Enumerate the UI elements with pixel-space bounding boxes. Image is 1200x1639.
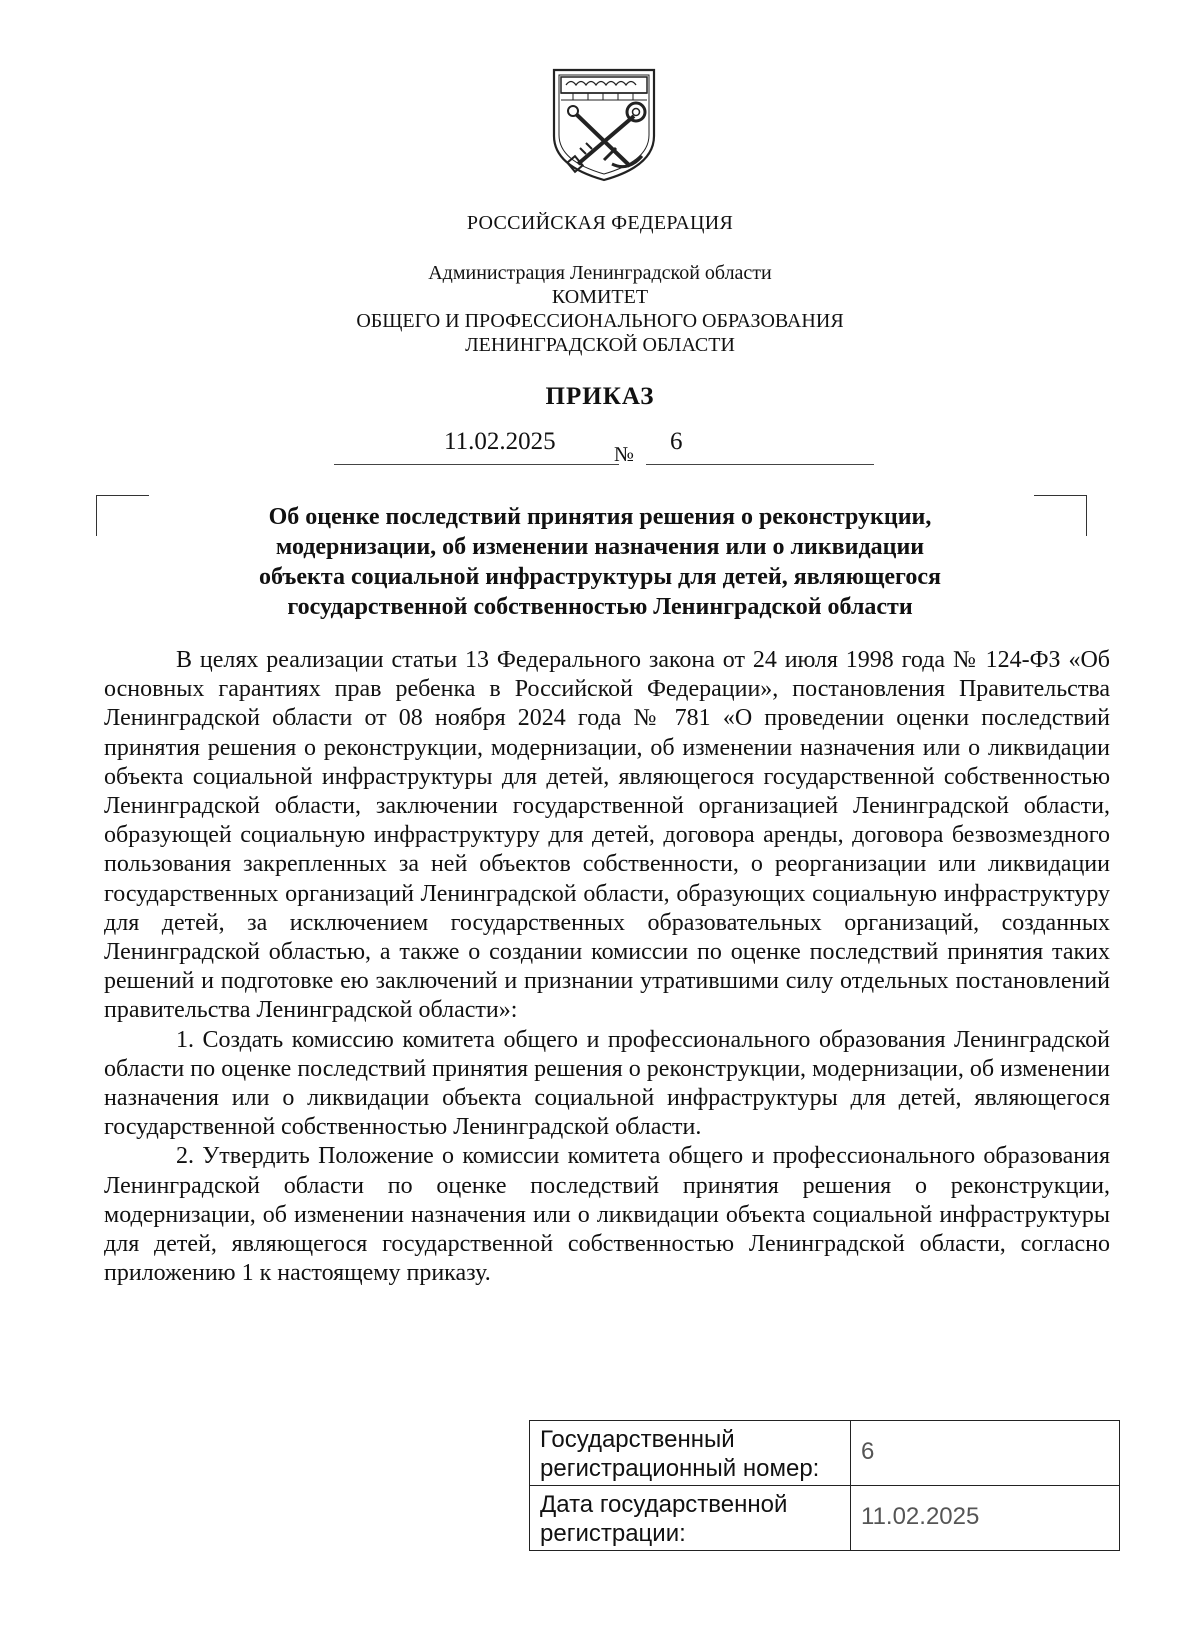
org-line: КОМИТЕТ (551, 286, 649, 308)
title-line: модернизации, об изменении назначения или о ликвидации (275, 534, 925, 560)
date-underline (334, 464, 619, 465)
org-line: ЛЕНИНГРАДСКОЙ ОБЛАСТИ (465, 334, 735, 356)
coat-of-arms-icon (548, 66, 660, 182)
number-sign: № (614, 442, 635, 466)
item-2-paragraph: 2. Утвердить Положение о комиссии комитета общего и профессионального образования Ленинградской области по оценке последствий принятия решения о реконструкции, модернизации, об изменении назначения или о ликвидации объекта социальной инфраструктуры для детей, являющегося государственной собственностью Ленинградской области, согласно приложению 1 к настоящему приказу. (104, 1143, 1110, 1287)
title-bracket-right (1034, 495, 1087, 536)
registration-number-value: 6 (851, 1421, 1120, 1486)
registration-number-label: Государственный регистрационный номер: (530, 1421, 851, 1486)
registration-date-label: Дата государственной регистрации: (530, 1486, 851, 1551)
number-underline (646, 464, 874, 465)
title-line: Об оценке последствий принятия решения о реконструкции, (268, 504, 932, 530)
registration-date-value: 11.02.2025 (851, 1486, 1120, 1551)
order-number: 6 (670, 428, 683, 455)
title-line: объекта социальной инфраструктуры для детей, являющегося (259, 564, 941, 590)
order-date: 11.02.2025 (444, 428, 556, 455)
title-bracket-left (96, 495, 149, 536)
registration-row (530, 1421, 1120, 1486)
org-line: ОБЩЕГО И ПРОФЕССИОНАЛЬНОГО ОБРАЗОВАНИЯ (356, 310, 844, 332)
title-line: государственной собственностью Ленинградской области (287, 594, 913, 620)
registration-table (529, 1420, 1120, 1551)
preamble-paragraph: В целях реализации статьи 13 Федерального закона от 24 июля 1998 года № 124-ФЗ «Об основных гарантиях прав ребенка в Российской Федерации», постановления Правительства Ленинградской области от 08 ноября 2024 года № 781 «О проведении оценки последствий принятия решения о реконструкции, модернизации, об изменении назначения или о ликвидации объекта социальной инфраструктуры для детей, являющегося государственной собственностью Ленинградской области, заключении государственной организацией Ленинградской области, образующей социальную инфраструктуру для детей, договора аренды, договора безвозмездного пользования закрепленных за ней объектов собственности, о реорганизации или ликвидации государственных организаций Ленинградской области, образующих социальную инфраструктуру для детей, за исключением государственных образовательных организаций, созданных Ленинградской областью, а также о создании комиссии по оценке последствий принятия таких решений и подготовке ею заключений и признании утратившими силу отдельных постановлений правительства Ленинградской области»: (104, 647, 1110, 1024)
document-body (104, 646, 1110, 1288)
organization-name (0, 261, 1200, 357)
org-line: Администрация Ленинградской области (428, 262, 772, 284)
date-number-line (334, 428, 874, 468)
item-1-paragraph: 1. Создать комиссию комитета общего и профессионального образования Ленинградской области по оценке последствий принятия решения о реконструкции, модернизации, об изменении назначения или о ликвидации объекта социальной инфраструктуры для детей, являющегося государственной собственностью Ленинградской области. (104, 1026, 1110, 1141)
order-title: ПРИКАЗ (545, 383, 655, 410)
registration-row (530, 1486, 1120, 1551)
document-title (160, 502, 1040, 622)
country-name: РОССИЙСКАЯ ФЕДЕРАЦИЯ (466, 212, 734, 234)
